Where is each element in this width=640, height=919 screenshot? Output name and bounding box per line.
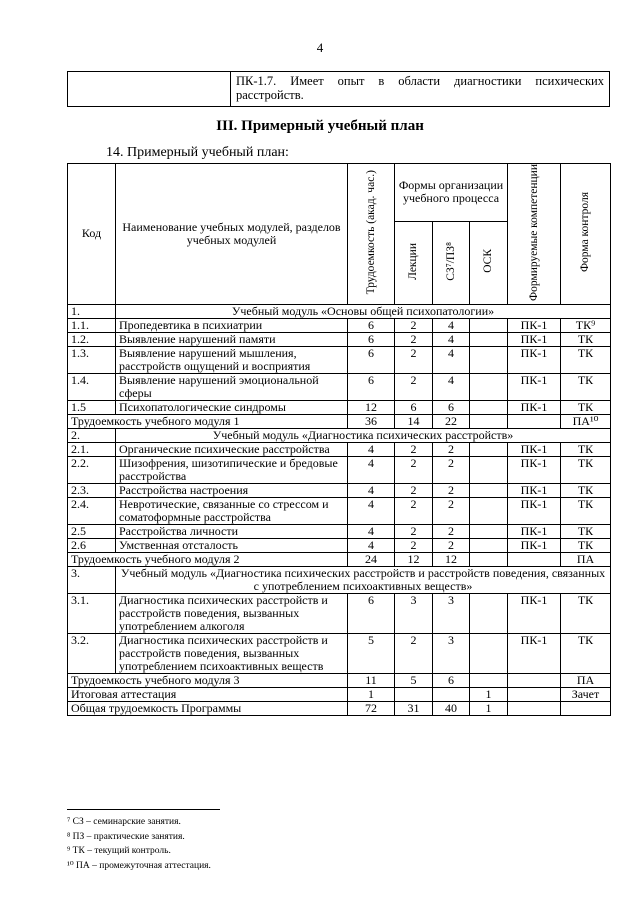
- total-control: ПА: [561, 673, 611, 687]
- row-hours: 5: [348, 633, 395, 673]
- row-code: 2.1.: [68, 442, 116, 456]
- row-code: 1.2.: [68, 332, 116, 346]
- row-control: ТК: [561, 483, 611, 497]
- row-hours: 6: [348, 318, 395, 332]
- module-title: Учебный модуль «Диагностика психических расстройств»: [116, 428, 611, 442]
- row-name: Расстройства настроения: [116, 483, 348, 497]
- total-sz: 12: [433, 552, 470, 566]
- row-comp: ПК-1: [508, 400, 561, 414]
- row-name: Выявление нарушений мышления, расстройств ощущений и восприятия: [116, 346, 348, 373]
- row-name: Диагностика психических расстройств и расстройств поведения, вызванных употреблением алкоголя: [116, 593, 348, 633]
- total-lectures: 14: [395, 414, 433, 428]
- row-hours: 6: [348, 346, 395, 373]
- row-control: ТК: [561, 373, 611, 400]
- row-name: Невротические, связанные со стрессом и соматоформные расстройства: [116, 497, 348, 524]
- row-code: 1.1.: [68, 318, 116, 332]
- header-hours-cell: [348, 164, 395, 305]
- module-code: 1.: [68, 304, 116, 318]
- row-hours: 6: [348, 593, 395, 633]
- table-row: [68, 497, 611, 524]
- row-code: 2.2.: [68, 456, 116, 483]
- row-comp: ПК-1: [508, 633, 561, 673]
- module-total-label: Трудоемкость учебного модуля 3: [68, 673, 348, 687]
- row-code: 2.6: [68, 538, 116, 552]
- row-comp: ПК-1: [508, 524, 561, 538]
- row-name: Диагностика психических расстройств и расстройств поведения, вызванных употреблением психоактивных веществ: [116, 633, 348, 673]
- row-sz: 2: [433, 538, 470, 552]
- row-osk: [470, 400, 508, 414]
- total-sz: 22: [433, 414, 470, 428]
- final-attestation-osk: 1: [470, 687, 508, 701]
- row-lectures: 2: [395, 442, 433, 456]
- row-osk: [470, 593, 508, 633]
- competency-empty-cell: [68, 72, 231, 107]
- table-row: [68, 400, 611, 414]
- row-sz: 3: [433, 633, 470, 673]
- row-comp: ПК-1: [508, 442, 561, 456]
- row-lectures: 2: [395, 373, 433, 400]
- header-control: Форма контроля: [579, 192, 592, 273]
- header-hours: Трудоемкость (акад. час.): [364, 170, 377, 295]
- header-osk-cell: [470, 221, 508, 304]
- row-comp: ПК-1: [508, 538, 561, 552]
- table-row: [68, 538, 611, 552]
- row-osk: [470, 318, 508, 332]
- row-lectures: 2: [395, 483, 433, 497]
- table-row: [68, 373, 611, 400]
- row-hours: 6: [348, 373, 395, 400]
- module-title: Учебный модуль «Основы общей психопатологии»: [116, 304, 611, 318]
- competency-text: ПК-1.7. Имеет опыт в области диагностики психических расстройств.: [236, 74, 604, 102]
- row-code: 1.3.: [68, 346, 116, 373]
- total-comp: [508, 414, 561, 428]
- row-osk: [470, 332, 508, 346]
- competency-row: [68, 72, 610, 107]
- row-control: ТК: [561, 332, 611, 346]
- total-hours: 11: [348, 673, 395, 687]
- row-control: ТК: [561, 538, 611, 552]
- table-row: [68, 524, 611, 538]
- row-comp: ПК-1: [508, 483, 561, 497]
- row-sz: 6: [433, 400, 470, 414]
- header-row-1: [68, 164, 611, 222]
- footnotes: [67, 815, 211, 873]
- row-osk: [470, 538, 508, 552]
- row-sz: 4: [433, 332, 470, 346]
- table-row: [68, 318, 611, 332]
- row-hours: 4: [348, 456, 395, 483]
- row-lectures: 3: [395, 593, 433, 633]
- header-osk: ОСК: [482, 249, 494, 274]
- total-comp: [508, 673, 561, 687]
- footnote-7: ⁷ СЗ – семинарские занятия.: [67, 817, 181, 827]
- row-comp: ПК-1: [508, 497, 561, 524]
- grand-total-sz: 40: [433, 701, 470, 715]
- total-comp: [508, 552, 561, 566]
- grand-total-osk: 1: [470, 701, 508, 715]
- row-control: ТК: [561, 524, 611, 538]
- table-row: [68, 456, 611, 483]
- module-header-row: [68, 304, 611, 318]
- total-lectures: 5: [395, 673, 433, 687]
- table-row: [68, 346, 611, 373]
- row-osk: [470, 373, 508, 400]
- row-comp: ПК-1: [508, 593, 561, 633]
- curriculum-table: [67, 163, 611, 716]
- row-comp: ПК-1: [508, 332, 561, 346]
- row-control: ТК: [561, 497, 611, 524]
- table-row: [68, 483, 611, 497]
- row-osk: [470, 483, 508, 497]
- row-hours: 4: [348, 538, 395, 552]
- row-code: 1.4.: [68, 373, 116, 400]
- row-sz: 2: [433, 524, 470, 538]
- row-name: Умственная отсталость: [116, 538, 348, 552]
- page-number: 4: [316, 40, 324, 55]
- header-sz-pz-cell: [433, 221, 470, 304]
- row-sz: 2: [433, 442, 470, 456]
- row-hours: 6: [348, 332, 395, 346]
- row-lectures: 2: [395, 318, 433, 332]
- header-lectures-cell: [395, 221, 433, 304]
- row-name: Выявление нарушений памяти: [116, 332, 348, 346]
- row-osk: [470, 633, 508, 673]
- row-comp: ПК-1: [508, 318, 561, 332]
- grand-total-hours: 72: [348, 701, 395, 715]
- header-name: Наименование учебных модулей, разделов учебных модулей: [116, 164, 348, 305]
- row-control: ТК: [561, 633, 611, 673]
- total-hours: 36: [348, 414, 395, 428]
- total-osk: [470, 673, 508, 687]
- total-osk: [470, 414, 508, 428]
- row-sz: 3: [433, 593, 470, 633]
- row-code: 2.4.: [68, 497, 116, 524]
- row-sz: 4: [433, 346, 470, 373]
- row-lectures: 2: [395, 497, 433, 524]
- header-forms: Формы организации учебного процесса: [395, 164, 508, 222]
- final-attestation-control: Зачет: [561, 687, 611, 701]
- row-lectures: 2: [395, 538, 433, 552]
- plan-intro: 14. Примерный учебный план:: [106, 145, 289, 160]
- row-osk: [470, 456, 508, 483]
- row-lectures: 2: [395, 633, 433, 673]
- module-total-label: Трудоемкость учебного модуля 1: [68, 414, 348, 428]
- module-code: 3.: [68, 566, 116, 593]
- row-hours: 4: [348, 497, 395, 524]
- table-row: [68, 332, 611, 346]
- header-competencies-cell: [508, 164, 561, 305]
- grand-total-lectures: 31: [395, 701, 433, 715]
- row-code: 1.5: [68, 400, 116, 414]
- final-attestation-row: [68, 687, 611, 701]
- header-control-cell: [561, 164, 611, 305]
- header-lectures: Лекции: [407, 242, 419, 280]
- grand-total-label: Общая трудоемкость Программы: [68, 701, 348, 715]
- row-sz: 4: [433, 373, 470, 400]
- grand-total-row: [68, 701, 611, 715]
- row-lectures: 2: [395, 524, 433, 538]
- row-name: Расстройства личности: [116, 524, 348, 538]
- final-attestation-hours: 1: [348, 687, 395, 701]
- row-hours: 4: [348, 442, 395, 456]
- section-title: III. Примерный учебный план: [216, 118, 424, 134]
- row-comp: ПК-1: [508, 373, 561, 400]
- row-hours: 12: [348, 400, 395, 414]
- row-name: Органические психические расстройства: [116, 442, 348, 456]
- footnote-separator: [67, 809, 220, 810]
- total-control: ПА¹⁰: [561, 414, 611, 428]
- row-hours: 4: [348, 524, 395, 538]
- table-row: [68, 593, 611, 633]
- row-sz: 2: [433, 483, 470, 497]
- row-comp: ПК-1: [508, 456, 561, 483]
- header-code: Код: [68, 164, 116, 305]
- row-lectures: 6: [395, 400, 433, 414]
- row-comp: ПК-1: [508, 346, 561, 373]
- final-attestation-comp: [508, 687, 561, 701]
- row-name: Пропедевтика в психиатрии: [116, 318, 348, 332]
- curriculum-body: [68, 304, 611, 715]
- table-row: [68, 442, 611, 456]
- footnote-10: ¹⁰ ПА – промежуточная аттестация.: [67, 860, 211, 871]
- row-control: ТК: [561, 442, 611, 456]
- row-sz: 2: [433, 456, 470, 483]
- module-total-row: [68, 414, 611, 428]
- module-header-row: [68, 428, 611, 442]
- footnote-8: ⁸ ПЗ – практические занятия.: [67, 831, 185, 842]
- row-code: 3.2.: [68, 633, 116, 673]
- row-control: ТК: [561, 346, 611, 373]
- row-name: Психопатологические синдромы: [116, 400, 348, 414]
- row-code: 3.1.: [68, 593, 116, 633]
- row-osk: [470, 346, 508, 373]
- final-attestation-sz: [433, 687, 470, 701]
- final-attestation-lectures: [395, 687, 433, 701]
- row-osk: [470, 524, 508, 538]
- row-hours: 4: [348, 483, 395, 497]
- footnote-9: ⁹ ТК – текущий контроль.: [67, 846, 171, 856]
- row-name: Шизофрения, шизотипические и бредовые расстройства: [116, 456, 348, 483]
- module-total-row: [68, 552, 611, 566]
- row-control: ТК: [561, 593, 611, 633]
- final-attestation-label: Итоговая аттестация: [68, 687, 348, 701]
- total-lectures: 12: [395, 552, 433, 566]
- grand-total-control: [561, 701, 611, 715]
- table-row: [68, 633, 611, 673]
- header-sz-pz: СЗ⁷/ПЗ⁸: [444, 241, 457, 281]
- total-sz: 6: [433, 673, 470, 687]
- module-total-label: Трудоемкость учебного модуля 2: [68, 552, 348, 566]
- header-competencies: Формируемые компетенции: [527, 164, 540, 301]
- module-code: 2.: [68, 428, 116, 442]
- row-sz: 4: [433, 318, 470, 332]
- total-osk: [470, 552, 508, 566]
- row-lectures: 2: [395, 346, 433, 373]
- total-control: ПА: [561, 552, 611, 566]
- row-lectures: 2: [395, 332, 433, 346]
- row-control: ТК: [561, 456, 611, 483]
- row-code: 2.5: [68, 524, 116, 538]
- module-title: Учебный модуль «Диагностика психических расстройств и расстройств поведения, связанных с употреблением психоактивных веществ»: [116, 566, 611, 593]
- row-osk: [470, 497, 508, 524]
- competency-cell: [231, 72, 610, 107]
- total-hours: 24: [348, 552, 395, 566]
- row-name: Выявление нарушений эмоциональной сферы: [116, 373, 348, 400]
- module-header-row: [68, 566, 611, 593]
- row-control: ТК: [561, 400, 611, 414]
- row-lectures: 2: [395, 456, 433, 483]
- module-total-row: [68, 673, 611, 687]
- row-osk: [470, 442, 508, 456]
- competency-table: [67, 71, 610, 107]
- grand-total-comp: [508, 701, 561, 715]
- row-control: ТК⁹: [561, 318, 611, 332]
- row-sz: 2: [433, 497, 470, 524]
- row-code: 2.3.: [68, 483, 116, 497]
